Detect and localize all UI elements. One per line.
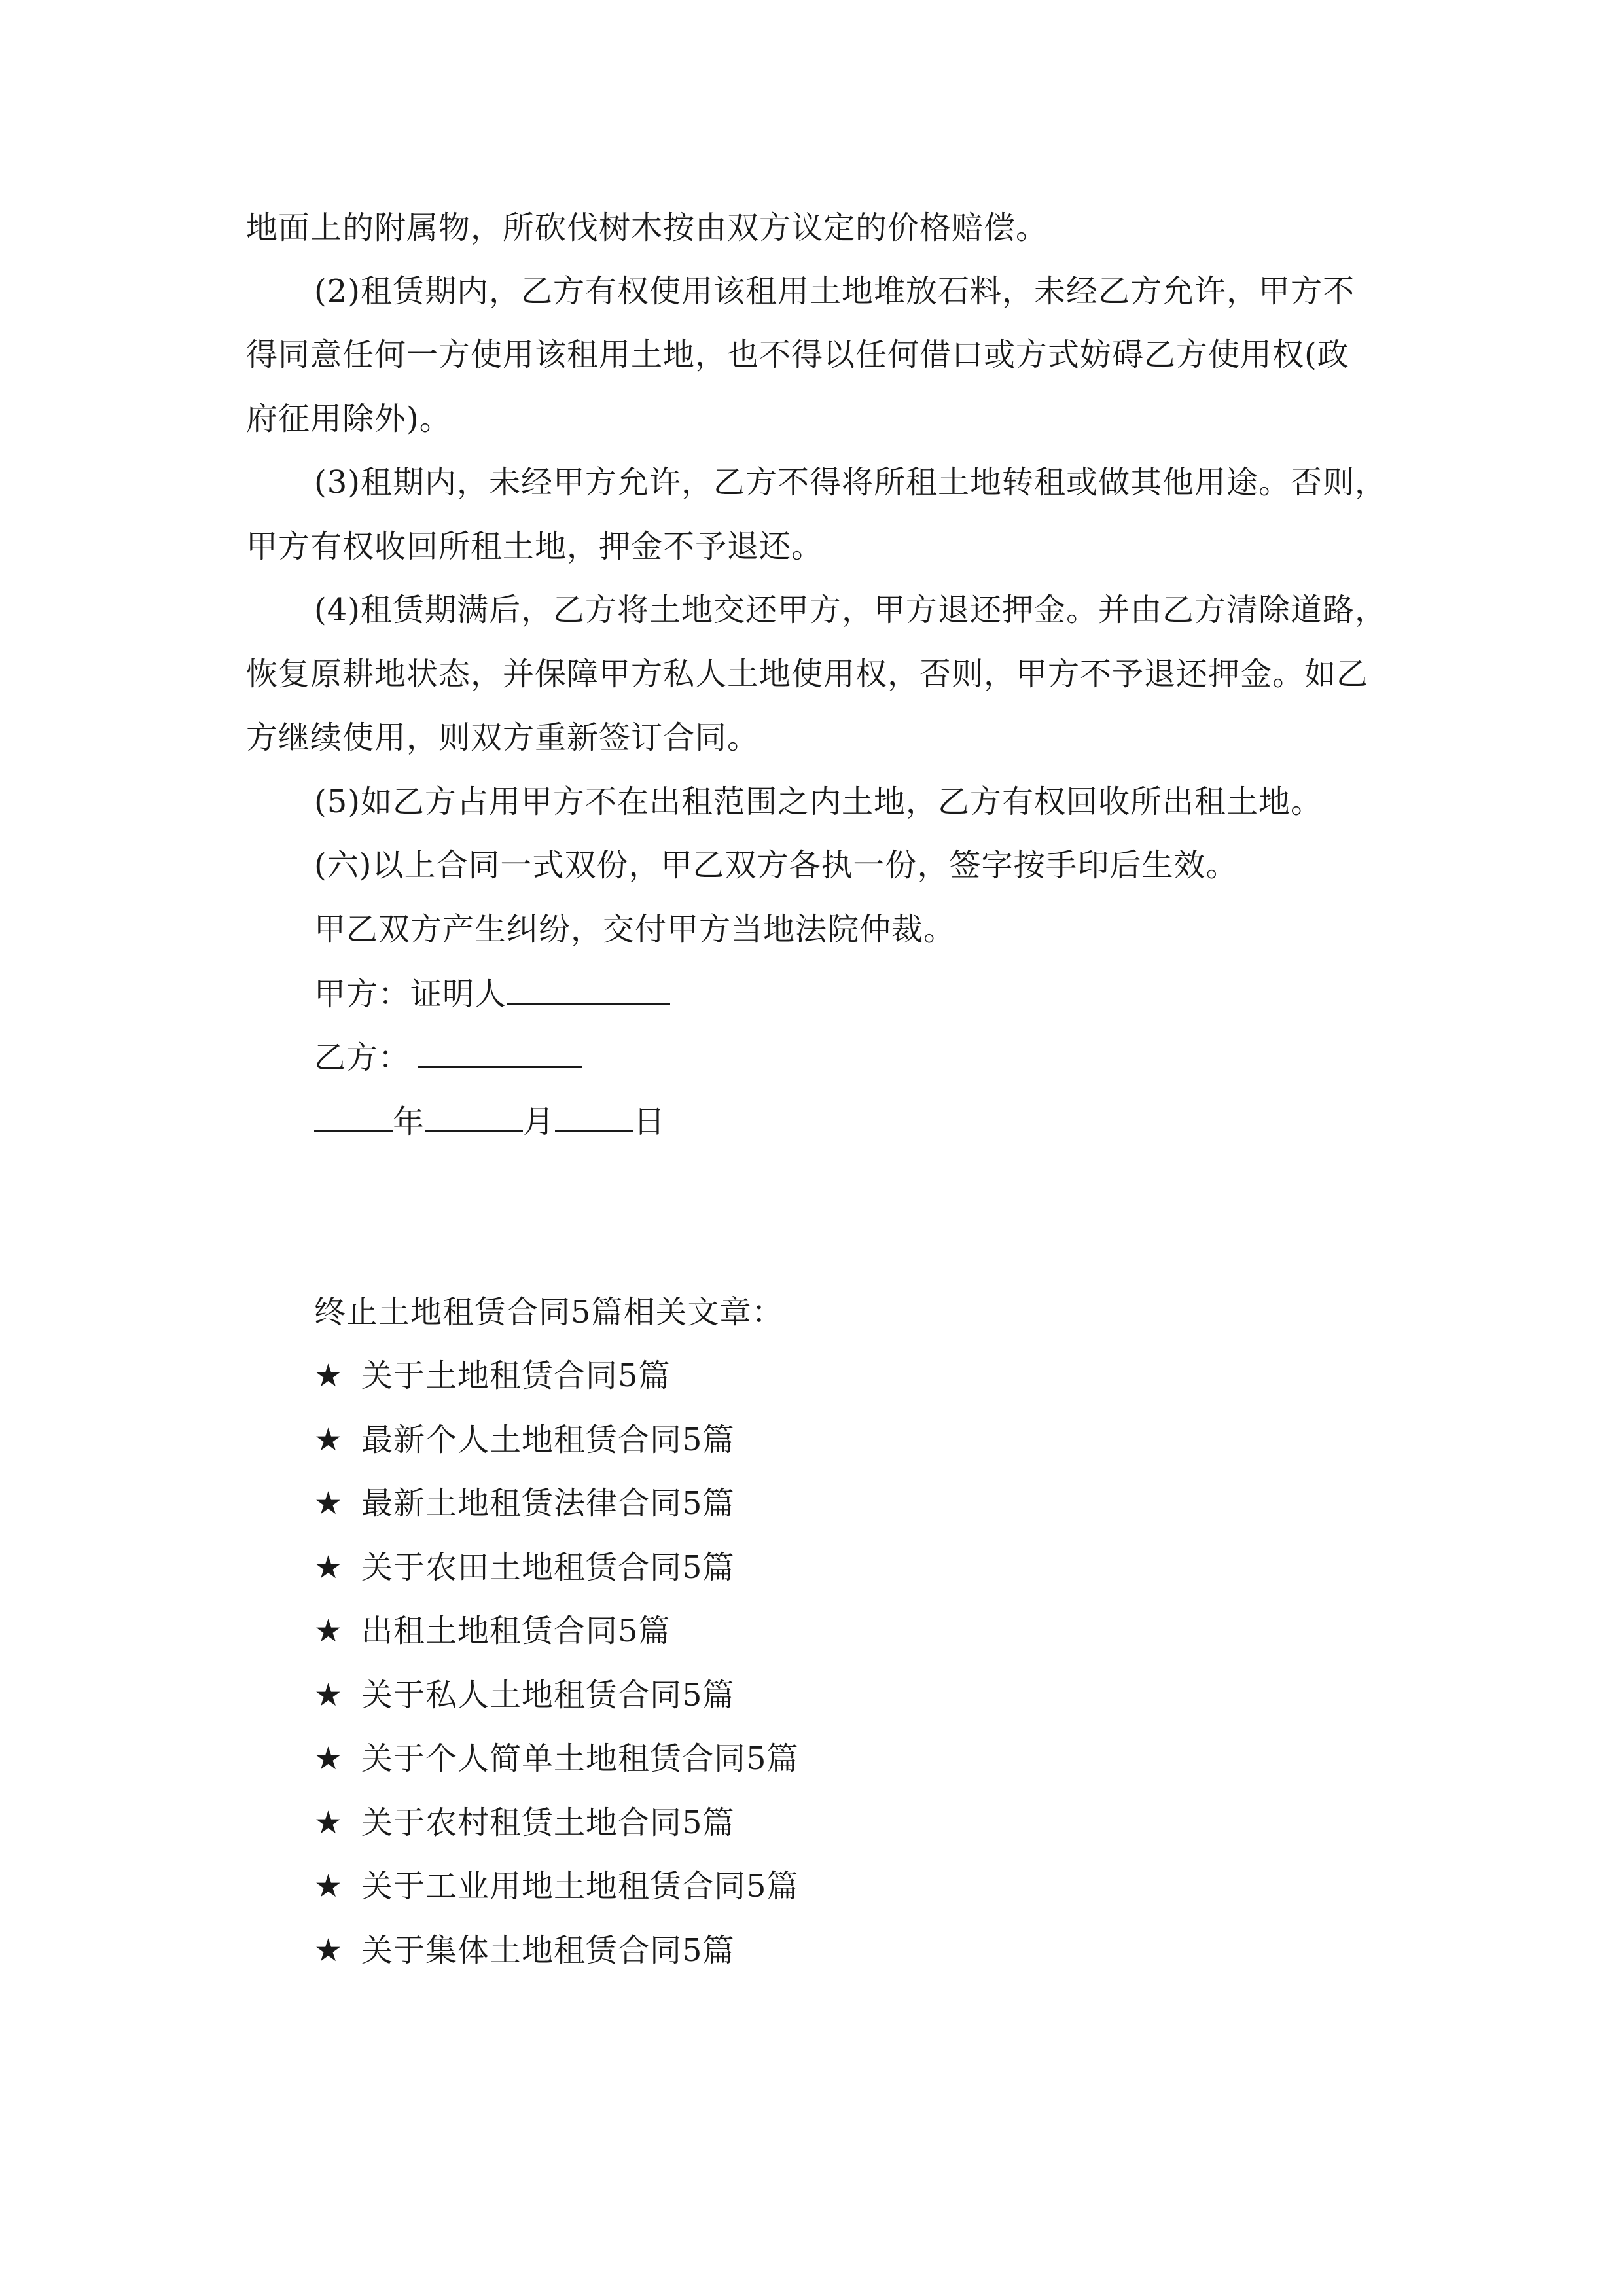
related-item[interactable] xyxy=(314,1739,799,1778)
body-line-10: (5)如乙方占用甲方不在出租范围之内土地，乙方有权回收所出租土地。 xyxy=(314,783,1323,820)
star-icon: ★ xyxy=(314,1804,344,1841)
star-icon: ★ xyxy=(314,1485,344,1522)
day-blank xyxy=(555,1102,633,1132)
related-item-label: 关于私人土地租赁合同5篇 xyxy=(361,1677,735,1713)
month-blank xyxy=(425,1102,523,1132)
body-line-12: 甲乙双方产生纠纷，交付甲方当地法院仲裁。 xyxy=(314,911,956,948)
related-item[interactable] xyxy=(314,1484,735,1523)
star-icon: ★ xyxy=(314,1677,344,1713)
related-item-label: 关于个人简单土地租赁合同5篇 xyxy=(361,1740,799,1777)
star-icon: ★ xyxy=(314,1357,344,1394)
related-item[interactable] xyxy=(314,1548,735,1587)
body-line-8: 恢复原耕地状态，并保障甲方私人土地使用权，否则，甲方不予退还押金。如乙 xyxy=(246,656,1369,692)
date-year-label: 年 xyxy=(393,1103,425,1140)
party-a-blank xyxy=(507,974,670,1005)
related-item-label: 关于集体土地租赁合同5篇 xyxy=(361,1932,735,1969)
star-icon: ★ xyxy=(314,1740,344,1777)
body-line-3: 得同意任何一方使用该租用土地，也不得以任何借口或方式妨碍乙方使用权(政 xyxy=(246,336,1349,373)
star-icon: ★ xyxy=(314,1422,344,1458)
related-item-label: 关于农村租赁土地合同5篇 xyxy=(361,1804,735,1841)
related-item[interactable] xyxy=(314,1611,671,1651)
related-heading: 终止土地租赁合同5篇相关文章： xyxy=(314,1294,784,1331)
related-item[interactable] xyxy=(314,1867,799,1906)
related-item-label: 关于农田土地租赁合同5篇 xyxy=(361,1549,735,1586)
star-icon: ★ xyxy=(314,1549,344,1586)
date-month-label: 月 xyxy=(523,1103,556,1140)
related-item-label: 关于土地租赁合同5篇 xyxy=(361,1357,671,1394)
related-item-label: 最新个人土地租赁合同5篇 xyxy=(361,1422,735,1458)
party-b-signature xyxy=(314,1037,582,1077)
star-icon: ★ xyxy=(314,1868,344,1905)
body-line-7: (4)租赁期满后，乙方将土地交还甲方，甲方退还押金。并由乙方清除道路， xyxy=(314,592,1387,628)
related-item-label: 关于工业用地土地租赁合同5篇 xyxy=(361,1868,799,1905)
body-line-9: 方继续使用，则双方重新签订合同。 xyxy=(246,719,760,756)
body-line-11: (六)以上合同一式双份，甲乙双方各执一份，签字按手印后生效。 xyxy=(314,847,1238,884)
party-b-blank xyxy=(418,1037,582,1068)
related-item[interactable] xyxy=(314,1420,735,1460)
party-a-signature xyxy=(314,974,670,1014)
date-line xyxy=(314,1102,666,1141)
star-icon: ★ xyxy=(314,1613,344,1649)
body-line-6: 甲方有权收回所租土地，押金不予退还。 xyxy=(246,528,824,565)
related-item[interactable] xyxy=(314,1803,735,1842)
related-item[interactable] xyxy=(314,1931,735,1970)
party-b-label: 乙方： xyxy=(314,1039,411,1076)
year-blank xyxy=(314,1102,393,1132)
related-item-label: 出租土地租赁合同5篇 xyxy=(361,1613,671,1649)
body-line-4: 府征用除外)。 xyxy=(246,401,452,437)
body-line-1: 地面上的附属物，所砍伐树木按由双方议定的价格赔偿。 xyxy=(246,209,1048,246)
date-day-label: 日 xyxy=(633,1103,666,1140)
party-a-label: 甲方：证明人 xyxy=(314,976,507,1013)
body-line-2: (2)租赁期内，乙方有权使用该租用土地堆放石料，未经乙方允许，甲方不 xyxy=(314,273,1355,310)
related-item[interactable] xyxy=(314,1676,735,1715)
body-line-5: (3)租期内，未经甲方允许，乙方不得将所租土地转租或做其他用途。否则， xyxy=(314,464,1387,501)
related-item-label: 最新土地租赁法律合同5篇 xyxy=(361,1485,735,1522)
related-item[interactable] xyxy=(314,1356,671,1395)
star-icon: ★ xyxy=(314,1932,344,1969)
